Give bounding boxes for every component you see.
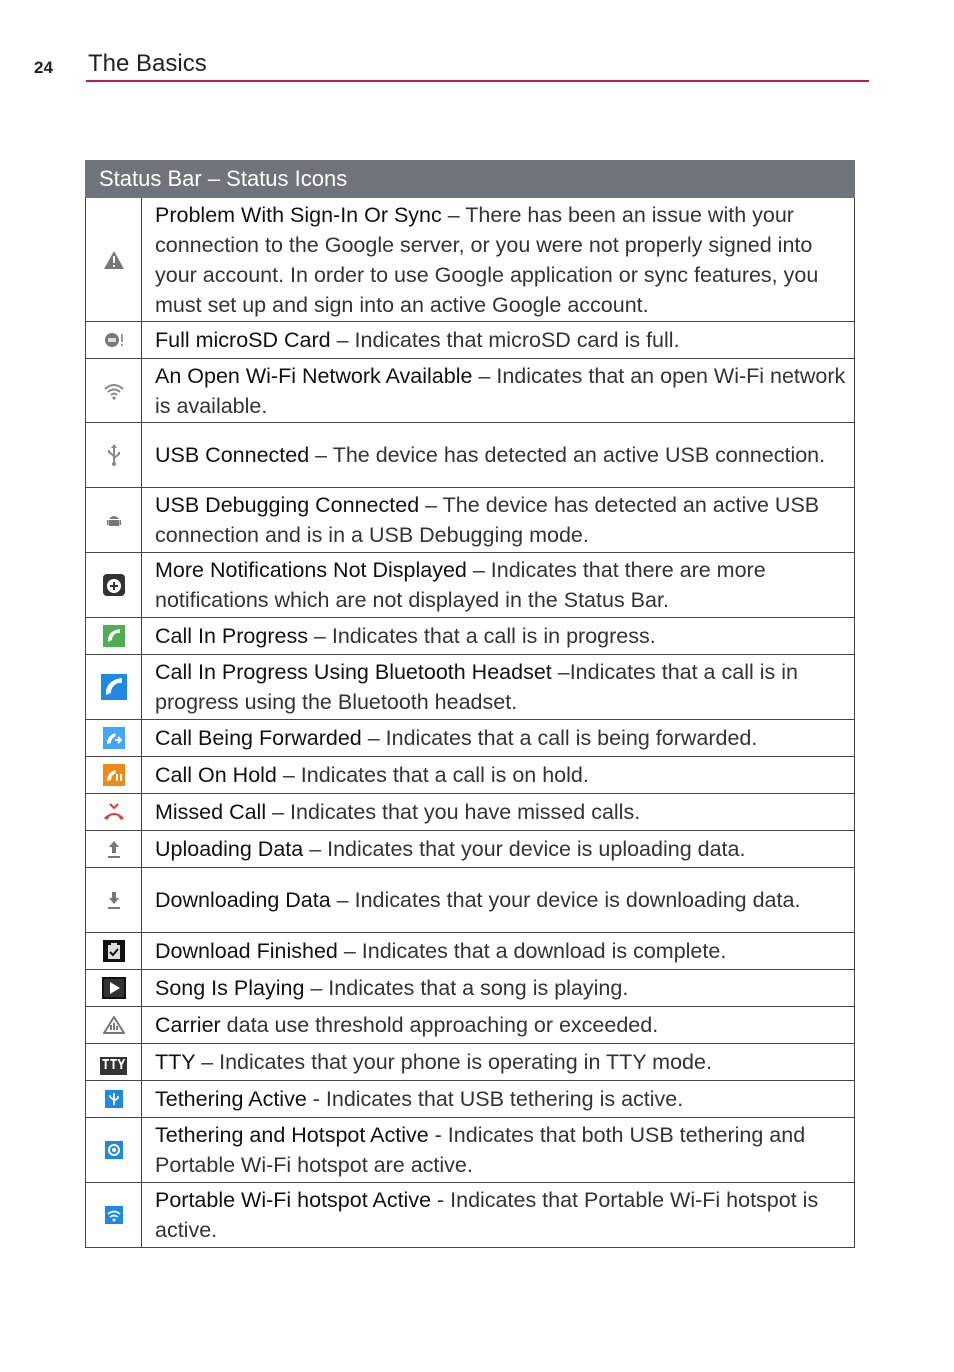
table-row	[86, 720, 855, 757]
description-cell	[142, 359, 855, 423]
table-row	[86, 359, 855, 423]
icon-description: – Indicates that a call is on hold.	[276, 763, 589, 787]
icon-description: – Indicates that an open Wi-Fi network is available.	[155, 363, 846, 418]
icon-cell	[86, 198, 142, 322]
table-row	[86, 933, 855, 970]
icon-description: data use threshold approaching or exceeded.	[220, 1013, 659, 1037]
icon-term: Call Being Forwarded	[155, 726, 362, 750]
description-cell	[142, 322, 855, 359]
description-cell	[142, 970, 855, 1007]
table-row	[86, 1044, 855, 1081]
icon-term: USB Connected	[155, 443, 310, 467]
tty-icon: TTY	[101, 1058, 126, 1073]
table-row	[86, 1183, 855, 1248]
icon-term: Tethering Active	[155, 1087, 307, 1111]
description-cell	[142, 1081, 855, 1118]
page-number: 24	[34, 58, 53, 77]
android-debug-icon	[86, 512, 141, 528]
table-row	[86, 423, 855, 488]
icon-term: Song Is Playing	[155, 976, 305, 1000]
icon-term: More Notifications Not Displayed	[155, 558, 467, 582]
upload-icon	[86, 839, 141, 859]
icon-cell	[86, 720, 142, 757]
icon-term: Downloading Data	[155, 888, 331, 912]
icon-description: – Indicates that a song is playing.	[304, 976, 629, 1000]
sd-card-full-icon	[86, 331, 141, 349]
icon-description: – Indicates that microSD card is full.	[330, 328, 680, 352]
icon-description: – There has been an issue with your connection to the Google server, or you were not properly signed into your account. In order to use Google application or sync features, you must set up and sign into an active Google account.	[155, 202, 819, 317]
tethering-hotspot-icon	[86, 1140, 141, 1160]
icon-description: – Indicates that a download is complete.	[337, 939, 727, 963]
description-cell	[142, 933, 855, 970]
wifi-hotspot-icon	[86, 1205, 141, 1225]
description-cell	[142, 831, 855, 868]
description-cell	[142, 488, 855, 553]
icon-cell	[86, 423, 142, 488]
call-hold-icon	[86, 763, 141, 787]
description-cell	[142, 720, 855, 757]
table-row	[86, 322, 855, 359]
description-cell	[142, 423, 855, 488]
icon-cell	[86, 933, 142, 970]
description-cell	[142, 794, 855, 831]
icon-cell	[86, 655, 142, 720]
icon-description: – Indicates that your phone is operating in TTY mode.	[195, 1050, 712, 1074]
icon-description: – The device has detected an active USB connection.	[309, 443, 826, 467]
table-row	[86, 868, 855, 933]
icon-term: Carrier	[155, 1013, 221, 1037]
icon-description: – Indicates that there are more notifications which are not displayed in the Status Bar.	[155, 558, 766, 612]
table-row	[86, 831, 855, 868]
bluetooth-call-icon	[86, 673, 141, 701]
header-rule	[86, 80, 869, 82]
icon-term: Uploading Data	[155, 837, 304, 861]
missed-call-icon	[86, 802, 141, 822]
icon-cell	[86, 1183, 142, 1248]
icon-cell	[86, 868, 142, 933]
icon-term: Call On Hold	[155, 763, 277, 787]
wifi-open-icon	[86, 381, 141, 401]
icon-term: Download Finished	[155, 939, 338, 963]
icon-cell	[86, 553, 142, 618]
icon-term: Full microSD Card	[155, 328, 331, 352]
icon-cell	[86, 1007, 142, 1044]
icon-term: TTY	[155, 1050, 196, 1074]
description-cell	[142, 1118, 855, 1183]
icon-term: An Open Wi-Fi Network Available	[155, 363, 473, 388]
icon-description: –Indicates that a call is in progress using the Bluetooth headset.	[155, 660, 798, 714]
icon-cell	[86, 1118, 142, 1183]
icon-term: Call In Progress Using Bluetooth Headset	[155, 660, 552, 684]
table-row	[86, 1118, 855, 1183]
description-cell	[142, 757, 855, 794]
icon-cell	[86, 322, 142, 359]
icon-term: Problem With Sign-In Or Sync	[155, 202, 442, 227]
download-finished-icon	[86, 939, 141, 963]
icon-description: – Indicates that you have missed calls.	[266, 800, 641, 824]
icon-cell	[86, 831, 142, 868]
description-cell	[142, 1007, 855, 1044]
table-row	[86, 618, 855, 655]
description-cell	[142, 198, 855, 322]
table-row	[86, 1081, 855, 1118]
icon-description: – Indicates that your device is uploading data.	[303, 837, 746, 861]
section-title: The Basics	[88, 50, 207, 77]
icon-description: - Indicates that Portable Wi-Fi hotspot is active.	[155, 1188, 819, 1242]
icon-description: - Indicates that USB tethering is active.	[306, 1087, 684, 1111]
call-in-progress-icon	[86, 624, 141, 648]
icon-term: USB Debugging Connected	[155, 493, 420, 517]
icon-description: – Indicates that a call is being forwarded.	[361, 726, 758, 750]
description-cell	[142, 618, 855, 655]
table-row	[86, 553, 855, 618]
icon-cell	[86, 1081, 142, 1118]
icon-term: Portable Wi-Fi hotspot Active	[155, 1188, 432, 1212]
icon-description: – The device has detected an active USB connection and is in a USB Debugging mode.	[155, 493, 820, 547]
warning-triangle-icon	[86, 250, 141, 270]
icon-description: – Indicates that a call is in progress.	[307, 624, 656, 648]
icon-cell	[86, 970, 142, 1007]
icon-cell	[86, 757, 142, 794]
table-row	[86, 970, 855, 1007]
table-row	[86, 198, 855, 322]
description-cell	[142, 553, 855, 618]
description-cell	[142, 655, 855, 720]
icon-cell	[86, 618, 142, 655]
table-header-row	[86, 161, 855, 198]
icon-description: - Indicates that both USB tethering and Portable Wi-Fi hotspot are active.	[155, 1123, 806, 1177]
play-icon	[86, 976, 141, 1000]
carrier-warning-icon	[86, 1016, 141, 1034]
icon-description: – Indicates that your device is downloading data.	[330, 888, 801, 912]
usb-icon	[86, 444, 141, 466]
table-row	[86, 655, 855, 720]
icon-term: Tethering and Hotspot Active	[155, 1123, 429, 1147]
table-title: Status Bar – Status Icons	[86, 161, 855, 198]
icon-term: Call In Progress	[155, 624, 308, 648]
icon-cell	[86, 794, 142, 831]
usb-tethering-icon	[86, 1089, 141, 1109]
icon-cell	[86, 488, 142, 553]
icon-cell	[86, 1044, 142, 1081]
table-row	[86, 757, 855, 794]
download-icon	[86, 890, 141, 910]
status-icons-table	[85, 160, 855, 1248]
icon-cell	[86, 359, 142, 423]
table-row	[86, 794, 855, 831]
table-row	[86, 488, 855, 553]
icon-term: Missed Call	[155, 800, 267, 824]
call-forward-icon	[86, 726, 141, 750]
more-notifications-icon	[86, 573, 141, 597]
description-cell	[142, 868, 855, 933]
description-cell	[142, 1044, 855, 1081]
description-cell	[142, 1183, 855, 1248]
table-row	[86, 1007, 855, 1044]
